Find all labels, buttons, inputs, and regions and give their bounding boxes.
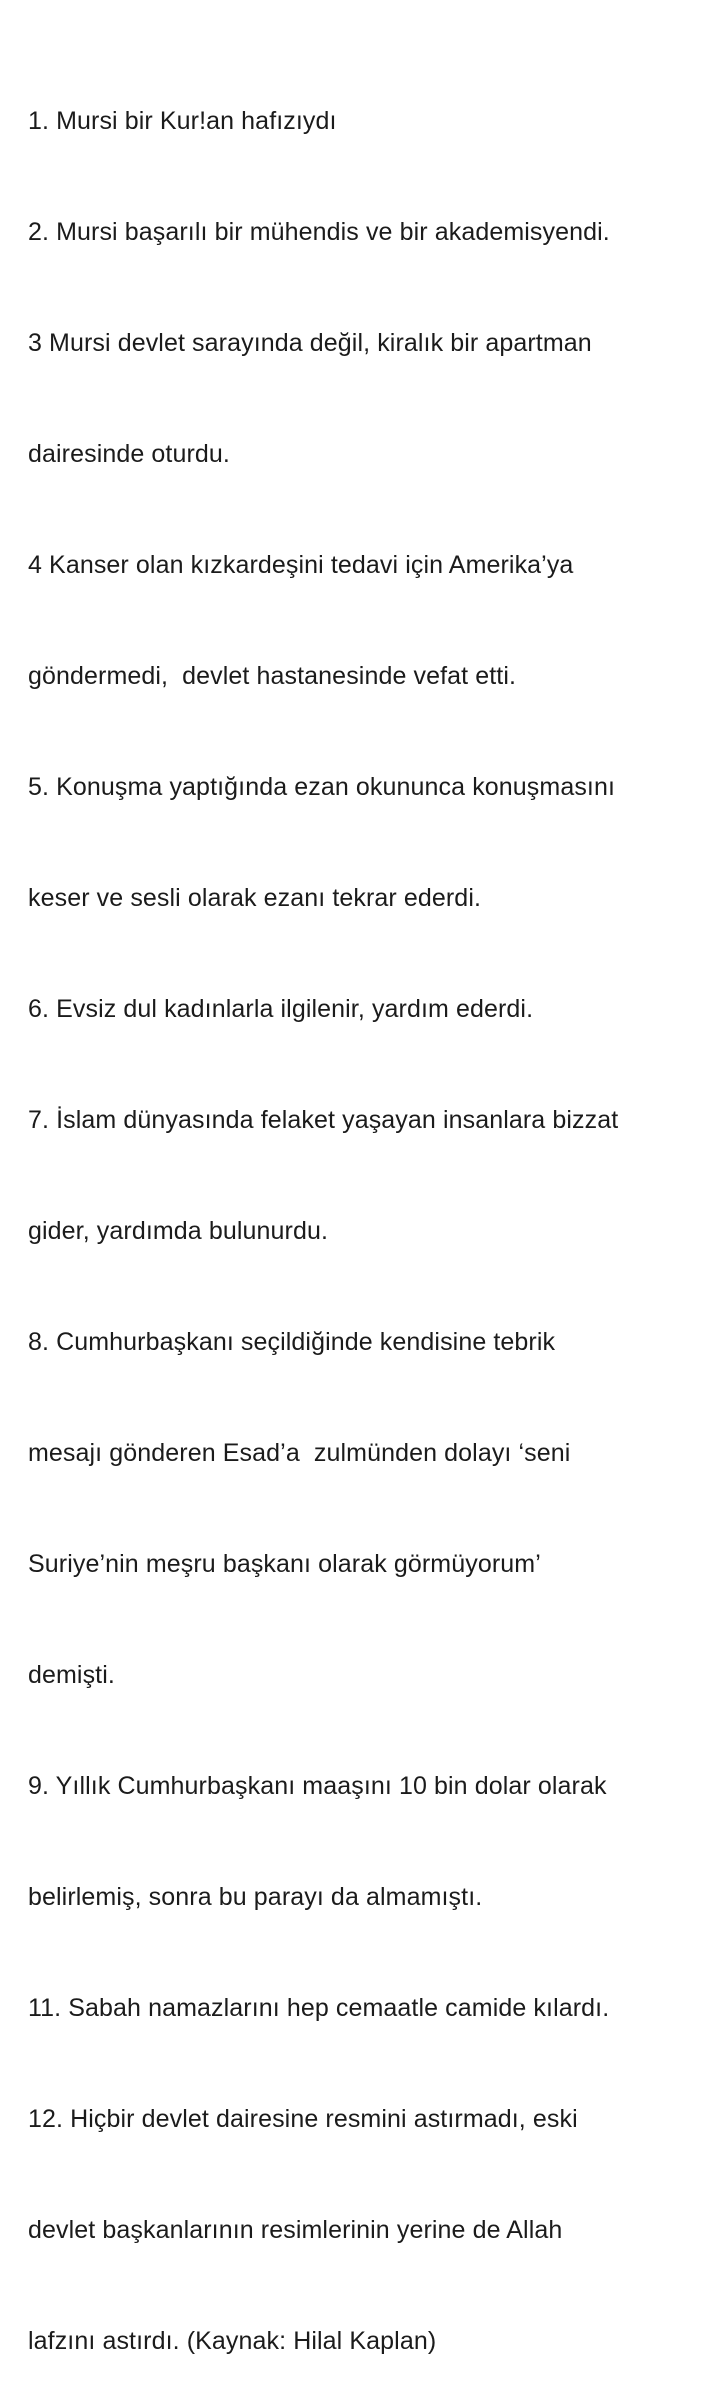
text-line: 3 Mursi devlet sarayında değil, kiralık bir apartman [28,329,592,357]
text-line: devlet başkanlarının resimlerinin yerine de Allah [28,2216,563,2244]
text-line: 9. Yıllık Cumhurbaşkanı maaşını 10 bin dolar olarak [28,1772,607,1800]
text-line: 6. Evsiz dul kadınlarla ilgilenir, yardım ederdi. [28,995,534,1023]
text-line: 7. İslam dünyasında felaket yaşayan insanlara bizzat [28,1106,619,1134]
text-line: 1. Mursi bir Kur!an hafızıydı [28,107,337,135]
text-line: 12. Hiçbir devlet dairesine resmini astırmadı, eski [28,2105,578,2133]
text-line: lafzını astırdı. (Kaynak: Hilal Kaplan) [28,2327,437,2355]
text-line: 8. Cumhurbaşkanı seçildiğinde kendisine tebrik [28,1328,556,1356]
text-line: gider, yardımda bulunurdu. [28,1217,329,1245]
document-text [28,29,708,2397]
text-line: demişti. [28,1661,115,1689]
text-line: keser ve sesli olarak ezanı tekrar ederdi. [28,884,482,912]
text-line: 2. Mursi başarılı bir mühendis ve bir akademisyendi. [28,218,610,246]
text-line: Suriye’nin meşru başkanı olarak görmüyorum’ [28,1550,541,1578]
text-line: belirlemiş, sonra bu parayı da almamıştı. [28,1883,483,1911]
text-line: 11. Sabah namazlarını hep cemaatle camide kılardı. [28,1994,610,2022]
text-line: göndermedi, devlet hastanesinde vefat etti. [28,662,517,690]
text-line: mesajı gönderen Esad’a zulmünden dolayı ‘seni [28,1439,571,1467]
text-line: 4 Kanser olan kızkardeşini tedavi için Amerika’ya [28,551,574,579]
text-line: 5. Konuşma yaptığında ezan okununca konuşmasını [28,773,616,801]
text-line: dairesinde oturdu. [28,440,230,468]
